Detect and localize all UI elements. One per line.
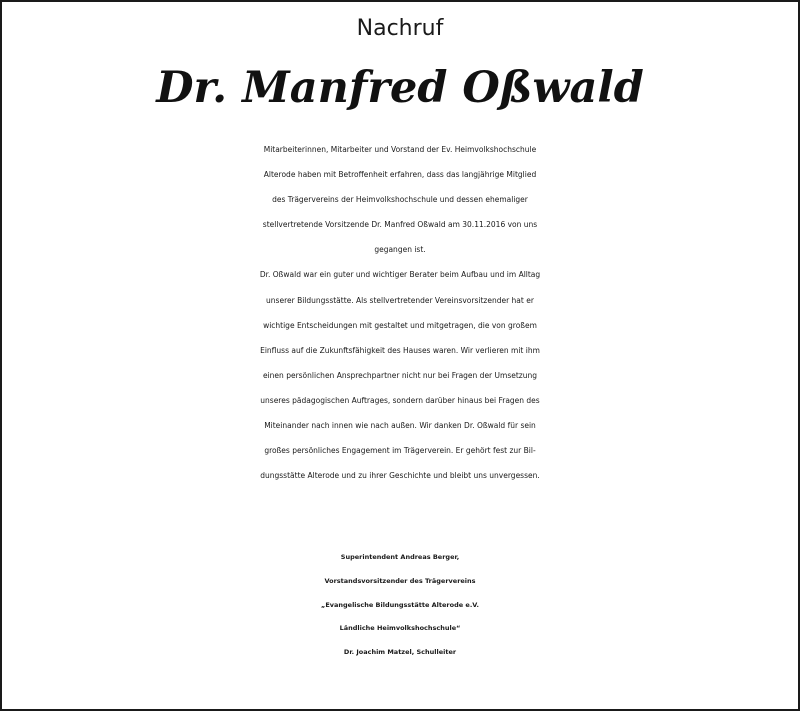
body-line: Dr. Oßwald war ein guter und wichtiger Berater beim Aufbau und im Alltag <box>259 270 541 280</box>
body-line: Einfluss auf die Zukunftsfähigkeit des Hauses waren. Wir verlieren mit ihm <box>260 345 540 355</box>
signature-line: Dr. Joachim Matzel, Schulleiter <box>343 648 457 657</box>
body-line: dungsstätte Alterode und zu ihrer Geschichte und bleibt uns unvergessen. <box>260 471 540 481</box>
signature-block <box>0 546 800 665</box>
body-line: stellvertretende Vorsitzende Dr. Manfred Oßwald am 30.11.2016 von uns <box>262 220 538 230</box>
signature-line: Vorstandsvorsitzender des Trägervereins <box>324 576 476 585</box>
body-line: Alterode haben mit Betroffenheit erfahren, dass das langjährige Mitglied <box>263 170 537 180</box>
signature-line: „Evangelische Bildungsstätte Alterode e.V. <box>321 600 479 609</box>
deceased-name: Dr. Manfred Oßwald <box>156 63 644 113</box>
body-line: großes persönliches Engagement im Trägerverein. Er gehört fest zur Bil- <box>264 446 536 456</box>
body-line: des Trägervereins der Heimvolkshochschule und dessen ehemaliger <box>272 195 528 205</box>
signature-line: Superintendent Andreas Berger, <box>340 553 460 561</box>
body-line: gegangen ist. <box>374 245 426 255</box>
body-line: einen persönlichen Ansprechpartner nicht nur bei Fragen der Umsetzung <box>262 370 537 380</box>
body-line: Mitarbeiterinnen, Mitarbeiter und Vorstand der Ev. Heimvolkshochschule <box>263 145 537 154</box>
body-line: wichtige Entscheidungen mit gestaltet und mitgetragen, die von großem <box>263 320 537 330</box>
notice-body <box>25 137 775 488</box>
body-line: unseres pädagogischen Auftrages, sondern darüber hinaus bei Fragen des <box>260 395 540 405</box>
body-line: unserer Bildungsstätte. Als stellvertretender Vereinsvorsitzender hat er <box>266 295 534 305</box>
notice-kicker: Nachruf <box>356 16 444 41</box>
signature-line: Ländliche Heimvolkshochschule“ <box>339 624 461 633</box>
body-line: Miteinander nach innen wie nach außen. Wir danken Dr. Oßwald für sein <box>264 421 536 431</box>
